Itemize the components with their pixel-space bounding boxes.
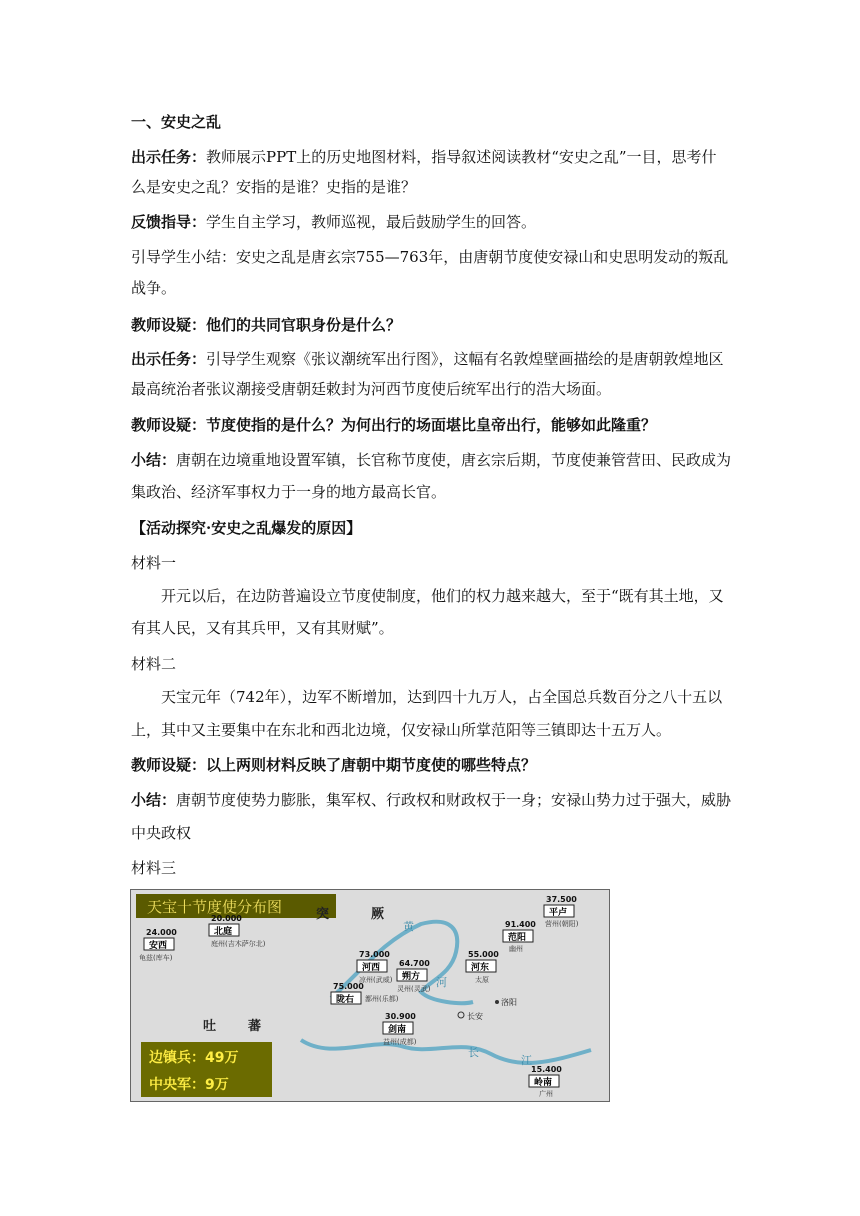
tang-jiedushi-map: [130, 889, 610, 1102]
material-2-title: 材料二: [131, 655, 177, 673]
svg-text:64.700: 64.700: [399, 959, 430, 968]
svg-text:30.900: 30.900: [385, 1012, 416, 1021]
paragraph-summary-3: [131, 785, 731, 815]
label: 出示任务：: [131, 350, 207, 368]
teacher-question-1: 教师设疑：他们的共同官职身份是什么？: [131, 316, 402, 334]
paragraph-task-2-cont: 最高统治者张议潮接受唐朝廷敕封为河西节度使后统军出行的浩大场面。: [131, 380, 612, 398]
luoyang-marker: [495, 1000, 499, 1004]
material-2-line-1: 天宝元年（742年），边军不断增加，达到四十九万人，占全国总兵数百分之八十五以: [161, 688, 723, 706]
svg-text:73.000: 73.000: [359, 950, 390, 959]
river-label: 长: [468, 1046, 479, 1059]
map-title: 天宝十节度使分布图: [147, 898, 283, 916]
svg-text:凉州(武威): 凉州(武威): [359, 976, 393, 984]
text: 教师展示PPT上的历史地图材料，指导叙述阅读教材“安史之乱”一目，思考什: [206, 148, 717, 166]
svg-text:灵州(灵武): 灵州(灵武): [397, 985, 431, 993]
text: 学生自主学习，教师巡视，最后鼓励学生的回答。: [206, 213, 537, 231]
river-label: 黄: [403, 920, 414, 933]
paragraph-summary-2: [131, 445, 731, 475]
paragraph-summary-3-cont: 中央政权: [131, 824, 192, 842]
command-jiannan: [383, 1012, 417, 1046]
label: 小结：: [131, 791, 177, 809]
text: 引导学生观察《张议潮统军出行图》，这幅有名敦煌壁画描绘的是唐朝敦煌地区: [206, 350, 724, 368]
paragraph-task-2: [131, 344, 731, 374]
material-1-line-1: 开元以后，在边防普遍设立节度使制度，他们的权力越来越大，至于“既有其土地，又: [161, 587, 724, 605]
svg-text:91.400: 91.400: [505, 920, 536, 929]
label: 反馈指导：: [131, 213, 207, 231]
svg-text:20.000: 20.000: [211, 914, 242, 923]
material-1-line-2: 有其人民，又有其兵甲，又有其财赋”。: [131, 619, 394, 637]
luoyang-label: 洛阳: [501, 998, 517, 1007]
svg-text:营州(朝阳): 营州(朝阳): [545, 920, 579, 928]
svg-text:太原: 太原: [475, 976, 489, 984]
svg-text:朔方: 朔方: [402, 972, 421, 982]
section-title: 一、安史之乱: [131, 113, 222, 131]
svg-text:范阳: 范阳: [508, 933, 527, 943]
region-label: 蕃: [248, 1019, 262, 1034]
svg-text:55.000: 55.000: [468, 950, 499, 959]
svg-text:安西: 安西: [149, 941, 168, 951]
paragraph-task-1: [131, 142, 731, 172]
svg-text:河西: 河西: [362, 963, 381, 973]
teacher-question-3: 教师设疑：以上两则材料反映了唐朝中期节度使的哪些特点？: [131, 756, 537, 774]
svg-text:益州(成都): 益州(成都): [383, 1038, 417, 1046]
svg-text:37.500: 37.500: [546, 895, 577, 904]
svg-text:剑南: 剑南: [388, 1025, 407, 1035]
material-2-line-2: 上，其中又主要集中在东北和西北边境，仅安禄山所掌范阳等三镇即达十五万人。: [131, 721, 672, 739]
svg-text:24.000: 24.000: [146, 928, 177, 937]
svg-text:鄯州(乐都): 鄯州(乐都): [365, 995, 399, 1003]
map-canvas: [131, 890, 609, 1101]
region-label: 厥: [371, 907, 385, 922]
paragraph-task-1-cont: 么是安史之乱？安指的是谁？史指的是谁？: [131, 178, 417, 196]
legend-frontier: 边镇兵：49万: [149, 1050, 239, 1066]
text: 唐朝在边境重地设置军镇，长官称节度使，唐玄宗后期，节度使兼管营田、民政成为: [176, 451, 732, 469]
svg-text:北庭: 北庭: [214, 927, 233, 937]
label: 小结：: [131, 451, 177, 469]
svg-text:广州: 广州: [539, 1090, 553, 1098]
paragraph-summary-1: 引导学生小结：安史之乱是唐玄宗755—763年，由唐朝节度使安禄山和史思明发动的叛乱: [131, 248, 729, 266]
svg-text:河东: 河东: [471, 963, 490, 973]
text: 唐朝节度使势力膨胀，集军权、行政权和财政权于一身；安禄山势力过于强大，威胁: [176, 791, 732, 809]
material-3-title: 材料三: [131, 859, 177, 877]
svg-text:75.000: 75.000: [333, 982, 364, 991]
river-label: 河: [436, 976, 447, 989]
svg-text:陇右: 陇右: [336, 995, 355, 1005]
svg-text:龟兹(库车): 龟兹(库车): [139, 954, 173, 962]
paragraph-summary-2-cont: 集政治、经济军事权力于一身的地方最高长官。: [131, 483, 447, 501]
svg-text:庭州(吉木萨尔北): 庭州(吉木萨尔北): [211, 940, 266, 948]
capital-label: 长安: [467, 1012, 483, 1021]
label: 出示任务：: [131, 148, 207, 166]
svg-text:15.400: 15.400: [531, 1065, 562, 1074]
command-pinglu: [544, 895, 579, 928]
teacher-question-2: 教师设疑：节度使指的是什么？为何出行的场面堪比皇帝出行，能够如此隆重？: [131, 416, 657, 434]
svg-text:岭南: 岭南: [534, 1078, 553, 1088]
paragraph-feedback: [131, 207, 731, 237]
svg-text:平卢: 平卢: [549, 908, 568, 918]
material-1-title: 材料一: [131, 554, 177, 572]
river-label: 江: [521, 1054, 532, 1067]
paragraph-summary-1-cont: 战争。: [131, 279, 177, 297]
region-label: 突: [316, 907, 330, 922]
region-label: 吐: [203, 1019, 217, 1034]
activity-title: 【活动探究·安史之乱爆发的原因】: [131, 519, 362, 537]
command-shuofang: [397, 959, 431, 993]
command-hexi: [357, 950, 393, 984]
legend-central: 中央军：9万: [149, 1077, 229, 1093]
svg-text:幽州: 幽州: [509, 945, 523, 953]
